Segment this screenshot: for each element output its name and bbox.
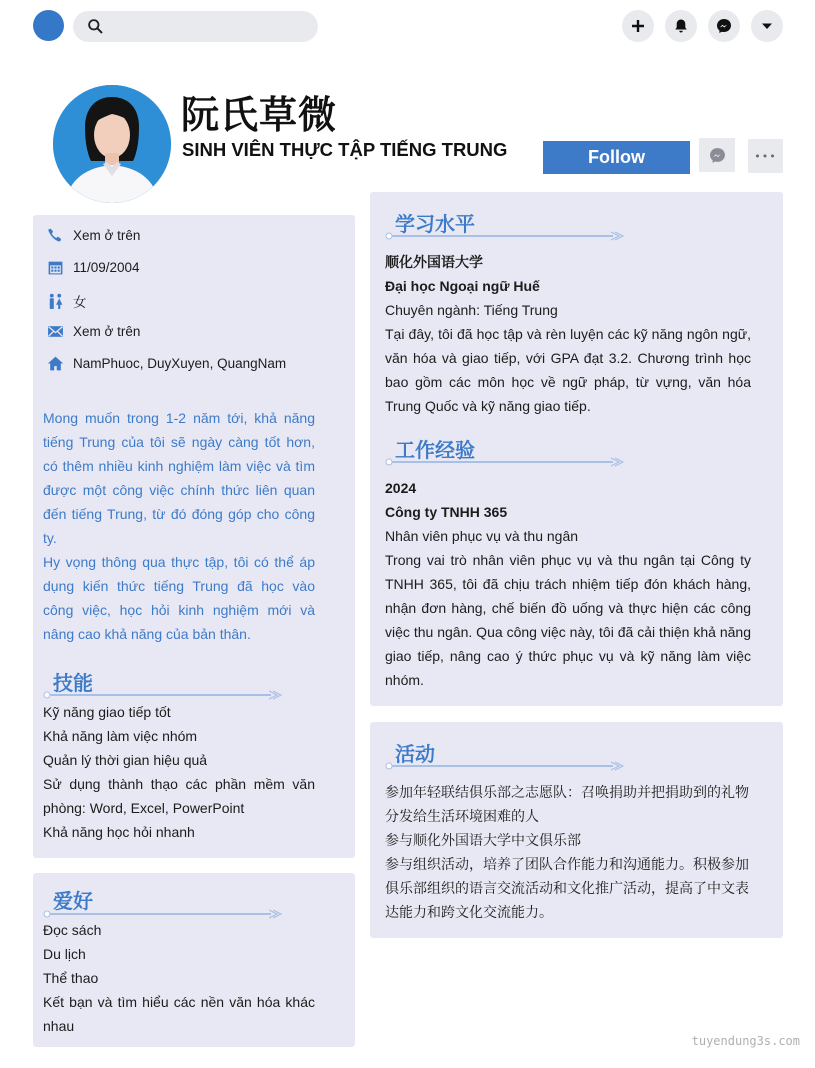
- skill-item: Khả năng làm việc nhóm: [43, 728, 198, 744]
- profile-name: 阮氏草微: [181, 93, 338, 137]
- search-icon: [87, 18, 104, 35]
- bell-icon: [673, 18, 689, 34]
- skill-item: Sử dụng thành thạo các phần mềm văn phòng: Word, Excel, PowerPoint: [43, 776, 315, 816]
- hobbies-panel: [33, 873, 355, 1047]
- message-button[interactable]: [699, 138, 735, 172]
- company-name: Công ty TNHH 365: [385, 504, 508, 520]
- experience-year: 2024: [385, 480, 417, 496]
- envelope-icon: [47, 323, 64, 340]
- career-objective: [43, 406, 315, 646]
- messenger-button[interactable]: [708, 10, 740, 42]
- messenger-icon: [709, 147, 726, 164]
- hobby-item: Kết bạn và tìm hiểu các nền văn hóa khác nhau: [43, 994, 315, 1034]
- hobbies-list: [43, 918, 315, 1038]
- contact-gender: [47, 291, 87, 311]
- job-title: SINH VIÊN THỰC TẬP TIẾNG TRUNG: [182, 139, 508, 160]
- section-divider: [385, 760, 625, 772]
- contact-email: [47, 323, 140, 340]
- more-options-button[interactable]: [748, 139, 783, 173]
- birthdate-value: 11/09/2004: [73, 260, 140, 275]
- search-bar[interactable]: [73, 11, 318, 42]
- education-description: Tại đây, tôi đã học tập và rèn luyện các kỹ năng ngôn ngữ, văn hóa và giao tiếp, với GPA đạt 3.2. Chương trình học bao gồm các môn học về ngữ pháp, từ vựng, văn hóa Trung Quốc và kỹ năng giao tiếp.: [385, 326, 751, 414]
- experience-content: [385, 476, 751, 692]
- create-button[interactable]: [622, 10, 654, 42]
- phone-icon: [47, 227, 64, 244]
- notifications-button[interactable]: [665, 10, 697, 42]
- education-content: [385, 250, 751, 418]
- address-value: NamPhuoc, DuyXuyen, QuangNam: [73, 356, 287, 371]
- more-icon: •••: [754, 149, 777, 163]
- hobby-item: Đọc sách: [43, 922, 102, 938]
- section-divider: [385, 456, 625, 468]
- objective-paragraph: Mong muốn trong 1-2 năm tới, khả năng tiếng Trung của tôi sẽ ngày càng tốt hơn, có thêm nhiều kinh nghiệm làm việc và tìm được một công việc chính thức liên quan đến tiếng Trung, từ đó đóng góp cho công ty.: [43, 410, 315, 546]
- education-title: 学习水平: [395, 212, 475, 236]
- school-name-vn: Đại học Ngoại ngữ Huế: [385, 278, 540, 294]
- hobby-item: Thể thao: [43, 970, 99, 986]
- activity-item: 参与组织活动，培养了团队合作能力和沟通能力。积极参加俱乐部组织的语言交流活动和文化推广活动，提高了中文表达能力和跨文化交流能力。: [385, 856, 749, 920]
- objective-paragraph: Hy vọng thông qua thực tập, tôi có thể áp dụng kiến thức tiếng Trung đã học vào công việc, học hỏi kinh nghiệm mới và nâng cao khả năng của bản thân.: [43, 554, 315, 642]
- email-value: Xem ở trên: [73, 324, 141, 339]
- site-logo[interactable]: [33, 10, 64, 41]
- skills-list: [43, 700, 315, 844]
- skills-title: 技能: [53, 671, 93, 695]
- contact-panel: [33, 215, 355, 858]
- avatar: [53, 85, 171, 203]
- activity-item: 参加年轻联结俱乐部之志愿队：召唤捐助并把捐助到的礼物分发给生活环境困难的人: [385, 784, 749, 824]
- calendar-icon: [47, 259, 64, 276]
- contact-address: [47, 355, 286, 372]
- skill-item: Quản lý thời gian hiệu quả: [43, 752, 208, 768]
- account-menu-button[interactable]: [751, 10, 783, 42]
- caret-down-icon: [759, 18, 775, 34]
- profile-photo: [53, 85, 171, 203]
- hobbies-title: 爱好: [53, 889, 93, 913]
- gender-value: 女: [73, 295, 87, 310]
- experience-description: Trong vai trò nhân viên phục vụ và thu ngân tại Công ty TNHH 365, tôi đã chịu trách nhiệm tiếp đón khách hàng, nhận đơn hàng, chế biến đồ uống và thực hiện các công việc thu ngân. Qua công việc này, tôi đã cải thiện khả năng giao tiếp, nâng cao ý thức phục vụ và kỹ năng làm việc nhóm.: [385, 552, 751, 688]
- experience-title: 工作经验: [395, 438, 475, 462]
- messenger-icon: [716, 18, 732, 34]
- gender-icon: [47, 293, 64, 310]
- home-icon: [47, 355, 64, 372]
- plus-icon: [630, 18, 646, 34]
- contact-birthdate: [47, 259, 140, 276]
- activities-title: 活动: [395, 742, 435, 766]
- major: Chuyên ngành: Tiếng Trung: [385, 302, 558, 318]
- phone-value: Xem ở trên: [73, 228, 141, 243]
- section-divider: [385, 230, 625, 242]
- contact-phone: [47, 227, 140, 244]
- skill-item: Kỹ năng giao tiếp tốt: [43, 704, 171, 720]
- watermark: tuyendung3s.com: [691, 1034, 800, 1048]
- activity-item: 参与顺化外国语大学中文俱乐部: [385, 832, 581, 848]
- education-experience-panel: [370, 192, 783, 706]
- follow-button[interactable]: Follow: [543, 141, 690, 174]
- activities-panel: [370, 722, 783, 938]
- job-role: Nhân viên phục vụ và thu ngân: [385, 528, 579, 544]
- skill-item: Khả năng học hỏi nhanh: [43, 824, 195, 840]
- school-name-cn: 顺化外国语大学: [385, 254, 483, 270]
- activities-list: [385, 780, 755, 924]
- hobby-item: Du lịch: [43, 946, 86, 962]
